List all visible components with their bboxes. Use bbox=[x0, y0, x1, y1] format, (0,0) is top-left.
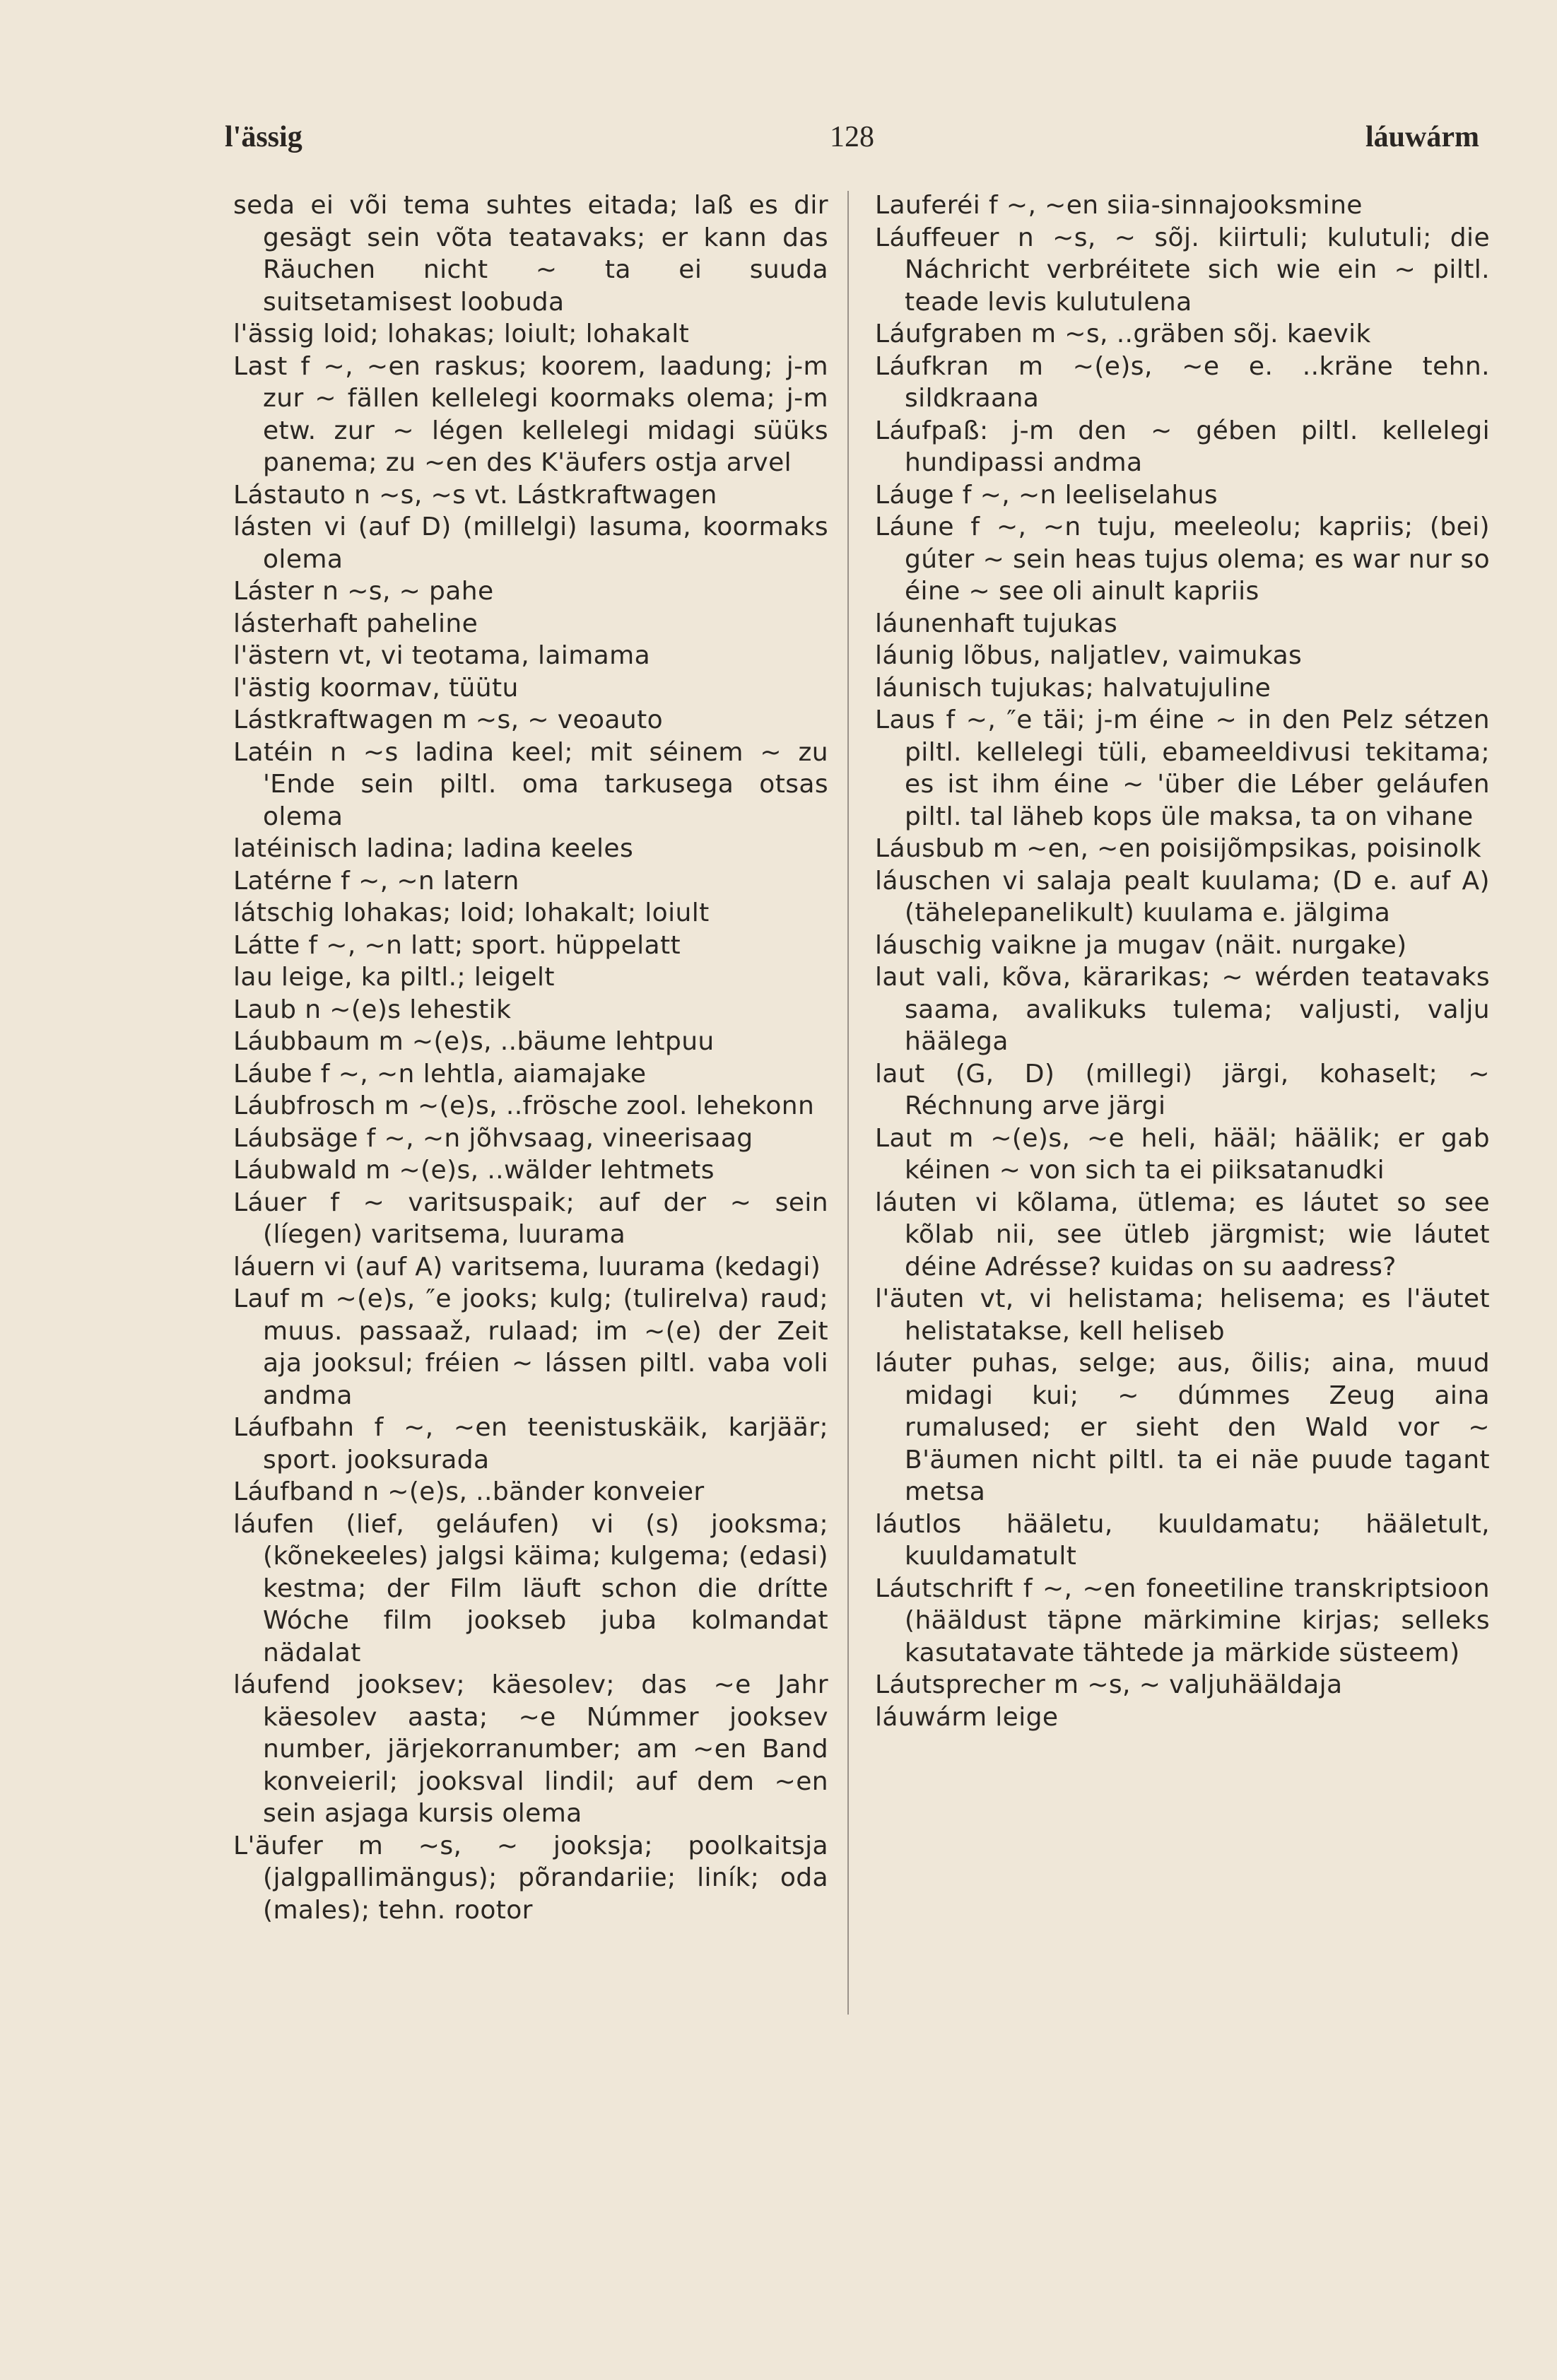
dictionary-entry: l'ästern vt, vi teotama, laimama bbox=[233, 641, 651, 670]
dictionary-entry: Láusbub m ~en, ~en poisijõmpsikas, poisinolk bbox=[875, 834, 1481, 863]
dictionary-entry: Láune f ~, ~n tuju, meeleolu; kapriis; (bei) gúter ~ sein heas tujus olema; es war nur so éine ~ see oli ainult kapriis bbox=[875, 512, 1490, 606]
dictionary-entry: lau leige, ka piltl.; leigelt bbox=[233, 963, 555, 992]
dictionary-entry: Latérne f ~, ~n latern bbox=[233, 866, 519, 896]
dictionary-entry: Látte f ~, ~n latt; sport. hüppelatt bbox=[233, 930, 681, 960]
page-header bbox=[225, 120, 1479, 163]
dictionary-entry: Láubfrosch m ~(e)s, ..frösche zool. lehekonn bbox=[233, 1091, 815, 1120]
dictionary-entry: Láube f ~, ~n lehtla, aiamajake bbox=[233, 1059, 647, 1089]
header-left-word: l'ässig bbox=[225, 121, 302, 153]
right-column bbox=[875, 189, 1490, 1733]
dictionary-entry: láuter puhas, selge; aus, õilis; aina, muud midagi kui; ~ dúmmes Zeug aina rumalused; er sieht den Wald vor ~ B'äumen nicht piltl. ta ei näe puude tagant metsa bbox=[875, 1349, 1490, 1506]
dictionary-entry: Láufgraben m ~s, ..gräben sõj. kaevik bbox=[875, 320, 1371, 348]
dictionary-entry: Láubwald m ~(e)s, ..wälder lehtmets bbox=[233, 1156, 715, 1185]
dictionary-entry: Láufkran m ~(e)s, ~e e. ..kräne tehn. sildkraana bbox=[875, 351, 1490, 413]
dictionary-entry: Láutschrift f ~, ~en foneetiline transkriptsioon (hääldust täpne märkimine kirjas; selleks kasutatavate tähtede ja märkide süsteem) bbox=[875, 1573, 1490, 1667]
dictionary-entry: láutlos hääletu, kuuldamatu; hääletult, kuuldamatult bbox=[875, 1509, 1490, 1571]
dictionary-entry: láuschen vi salaja pealt kuulama; (D e. auf A) (tähelepanelikult) kuulama e. jälgima bbox=[875, 866, 1490, 927]
left-column bbox=[233, 189, 828, 1926]
header-right-word: láuwárm bbox=[1365, 121, 1479, 153]
dictionary-entry: láufen (lief, geláufen) vi (s) jooksma; (kõnekeeles) jalgsi käima; kulgema; (edasi) kestma; der Film läuft schon die drítte Wóche film jookseb juba kolmandat nädalat bbox=[233, 1509, 828, 1667]
dictionary-entry: Láuffeuer n ~s, ~ sõj. kiirtuli; kulutuli; die Náchricht verbréitete sich wie ein ~ piltl. teade levis kulutulena bbox=[875, 223, 1490, 317]
dictionary-entry: látschig lohakas; loid; lohakalt; loiult bbox=[233, 898, 710, 927]
dictionary-entry: Lástauto n ~s, ~s vt. Lástkraftwagen bbox=[233, 480, 717, 510]
dictionary-entry: láunenhaft tujukas bbox=[875, 609, 1118, 638]
dictionary-entry: laut vali, kõva, kärarikas; ~ wérden teatavaks saama, avalikuks tulema; valjusti, valju häälega bbox=[875, 963, 1490, 1056]
dictionary-entry: Lauf m ~(e)s, ″e jooks; kulg; (tulirelva) raud; muus. passaaž, rulaad; im ~(e) der Zeit aja jooksul; fréien ~ lássen piltl. vaba voli andma bbox=[233, 1284, 828, 1410]
dictionary-entry: Láuge f ~, ~n leeliselahus bbox=[875, 480, 1218, 510]
dictionary-entry: l'ästig koormav, tüütu bbox=[233, 673, 519, 703]
dictionary-entry: Láufband n ~(e)s, ..bänder konveier bbox=[233, 1477, 705, 1506]
page-number: 128 bbox=[830, 121, 874, 153]
dictionary-entry: Láubsäge f ~, ~n jõhvsaag, vineerisaag bbox=[233, 1123, 753, 1153]
dictionary-entry: láuten vi kõlama, ütlema; es láutet so see kõlab nii, see ütleb järgmist; wie láutet déine Adrésse? kuidas on su aadress? bbox=[875, 1188, 1490, 1282]
dictionary-entry: l'ässig loid; lohakas; loiult; lohakalt bbox=[233, 320, 690, 348]
dictionary-entry: láufend jooksev; käesolev; das ~e Jahr käesolev aasta; ~e Númmer jooksev number, järjekorranumber; am ~en Band konveieril; jooksval lindil; auf dem ~en sein asjaga kursis olema bbox=[233, 1670, 828, 1828]
dictionary-entry: Láutsprecher m ~s, ~ valjuhääldaja bbox=[875, 1670, 1343, 1699]
dictionary-entry: l'äuten vt, vi helistama; helisema; es l'äutet helistatakse, kell heliseb bbox=[875, 1284, 1490, 1346]
dictionary-entry: láunisch tujukas; halvatujuline bbox=[875, 673, 1271, 703]
dictionary-entry: Láster n ~s, ~ pahe bbox=[233, 577, 494, 606]
dictionary-entry: Lástkraftwagen m ~s, ~ veoauto bbox=[233, 705, 664, 734]
dictionary-entry: Láufbahn f ~, ~en teenistuskäik, karjäär; sport. jooksurada bbox=[233, 1413, 828, 1475]
dictionary-entry: Laut m ~(e)s, ~e heli, hääl; häälik; er gab kéinen ~ von sich ta ei piiksatanudki bbox=[875, 1123, 1490, 1185]
dictionary-entry: laut (G, D) (millegi) järgi, kohaselt; ~ Réchnung arve järgi bbox=[875, 1059, 1490, 1120]
dictionary-entry: lásterhaft paheline bbox=[233, 609, 478, 638]
dictionary-entry: L'äufer m ~s, ~ jooksja; poolkaitsja (jalgpallimängus); põrandariie; liník; oda (males); tehn. rootor bbox=[233, 1831, 828, 1925]
dictionary-entry: Latéin n ~s ladina keel; mit séinem ~ zu 'Ende sein piltl. oma tarkusega otsas olema bbox=[233, 737, 828, 831]
dictionary-entry: Láubbaum m ~(e)s, ..bäume lehtpuu bbox=[233, 1027, 715, 1056]
dictionary-entry: Last f ~, ~en raskus; koorem, laadung; j-m zur ~ fällen kellelegi koormaks olema; j-m etw. zur ~ légen kellelegi midagi süüks panema; zu ~en des K'äufers ostja arvel bbox=[233, 351, 828, 477]
dictionary-entry: láuwárm leige bbox=[875, 1702, 1059, 1732]
dictionary-entry: láuern vi (auf A) varitsema, luurama (kedagi) bbox=[233, 1252, 821, 1282]
dictionary-entry: seda ei või tema suhtes eitada; laß es dir gesägt sein võta teatavaks; er kann das Räuchen nicht ~ ta ei suuda suitsetamisest loobuda bbox=[233, 191, 828, 317]
dictionary-entry: Laus f ~, ″e täi; j-m éine ~ in den Pelz sétzen piltl. kellelegi tüli, ebameeldivusi tekitama; es ist ihm éine ~ 'über die Léber geláufen piltl. tal läheb kops üle maksa, ta on vihane bbox=[875, 705, 1490, 831]
dictionary-entry: Láufpaß: j-m den ~ gében piltl. kellelegi hundipassi andma bbox=[875, 416, 1490, 477]
dictionary-entry: láuschig vaikne ja mugav (näit. nurgake) bbox=[875, 930, 1407, 960]
dictionary-entry: lásten vi (auf D) (millelgi) lasuma, koormaks olema bbox=[233, 512, 828, 574]
dictionary-entry: Láuer f ~ varitsuspaik; auf der ~ sein (líegen) varitsema, luurama bbox=[233, 1188, 828, 1249]
dictionary-entry: Laub n ~(e)s lehestik bbox=[233, 995, 512, 1024]
dictionary-entry: Lauferéi f ~, ~en siia-sinnajooksmine bbox=[875, 191, 1363, 220]
column-divider bbox=[847, 191, 849, 2015]
dictionary-entry: láunig lõbus, naljatlev, vaimukas bbox=[875, 641, 1303, 670]
dictionary-entry: latéinisch ladina; ladina keeles bbox=[233, 834, 634, 863]
